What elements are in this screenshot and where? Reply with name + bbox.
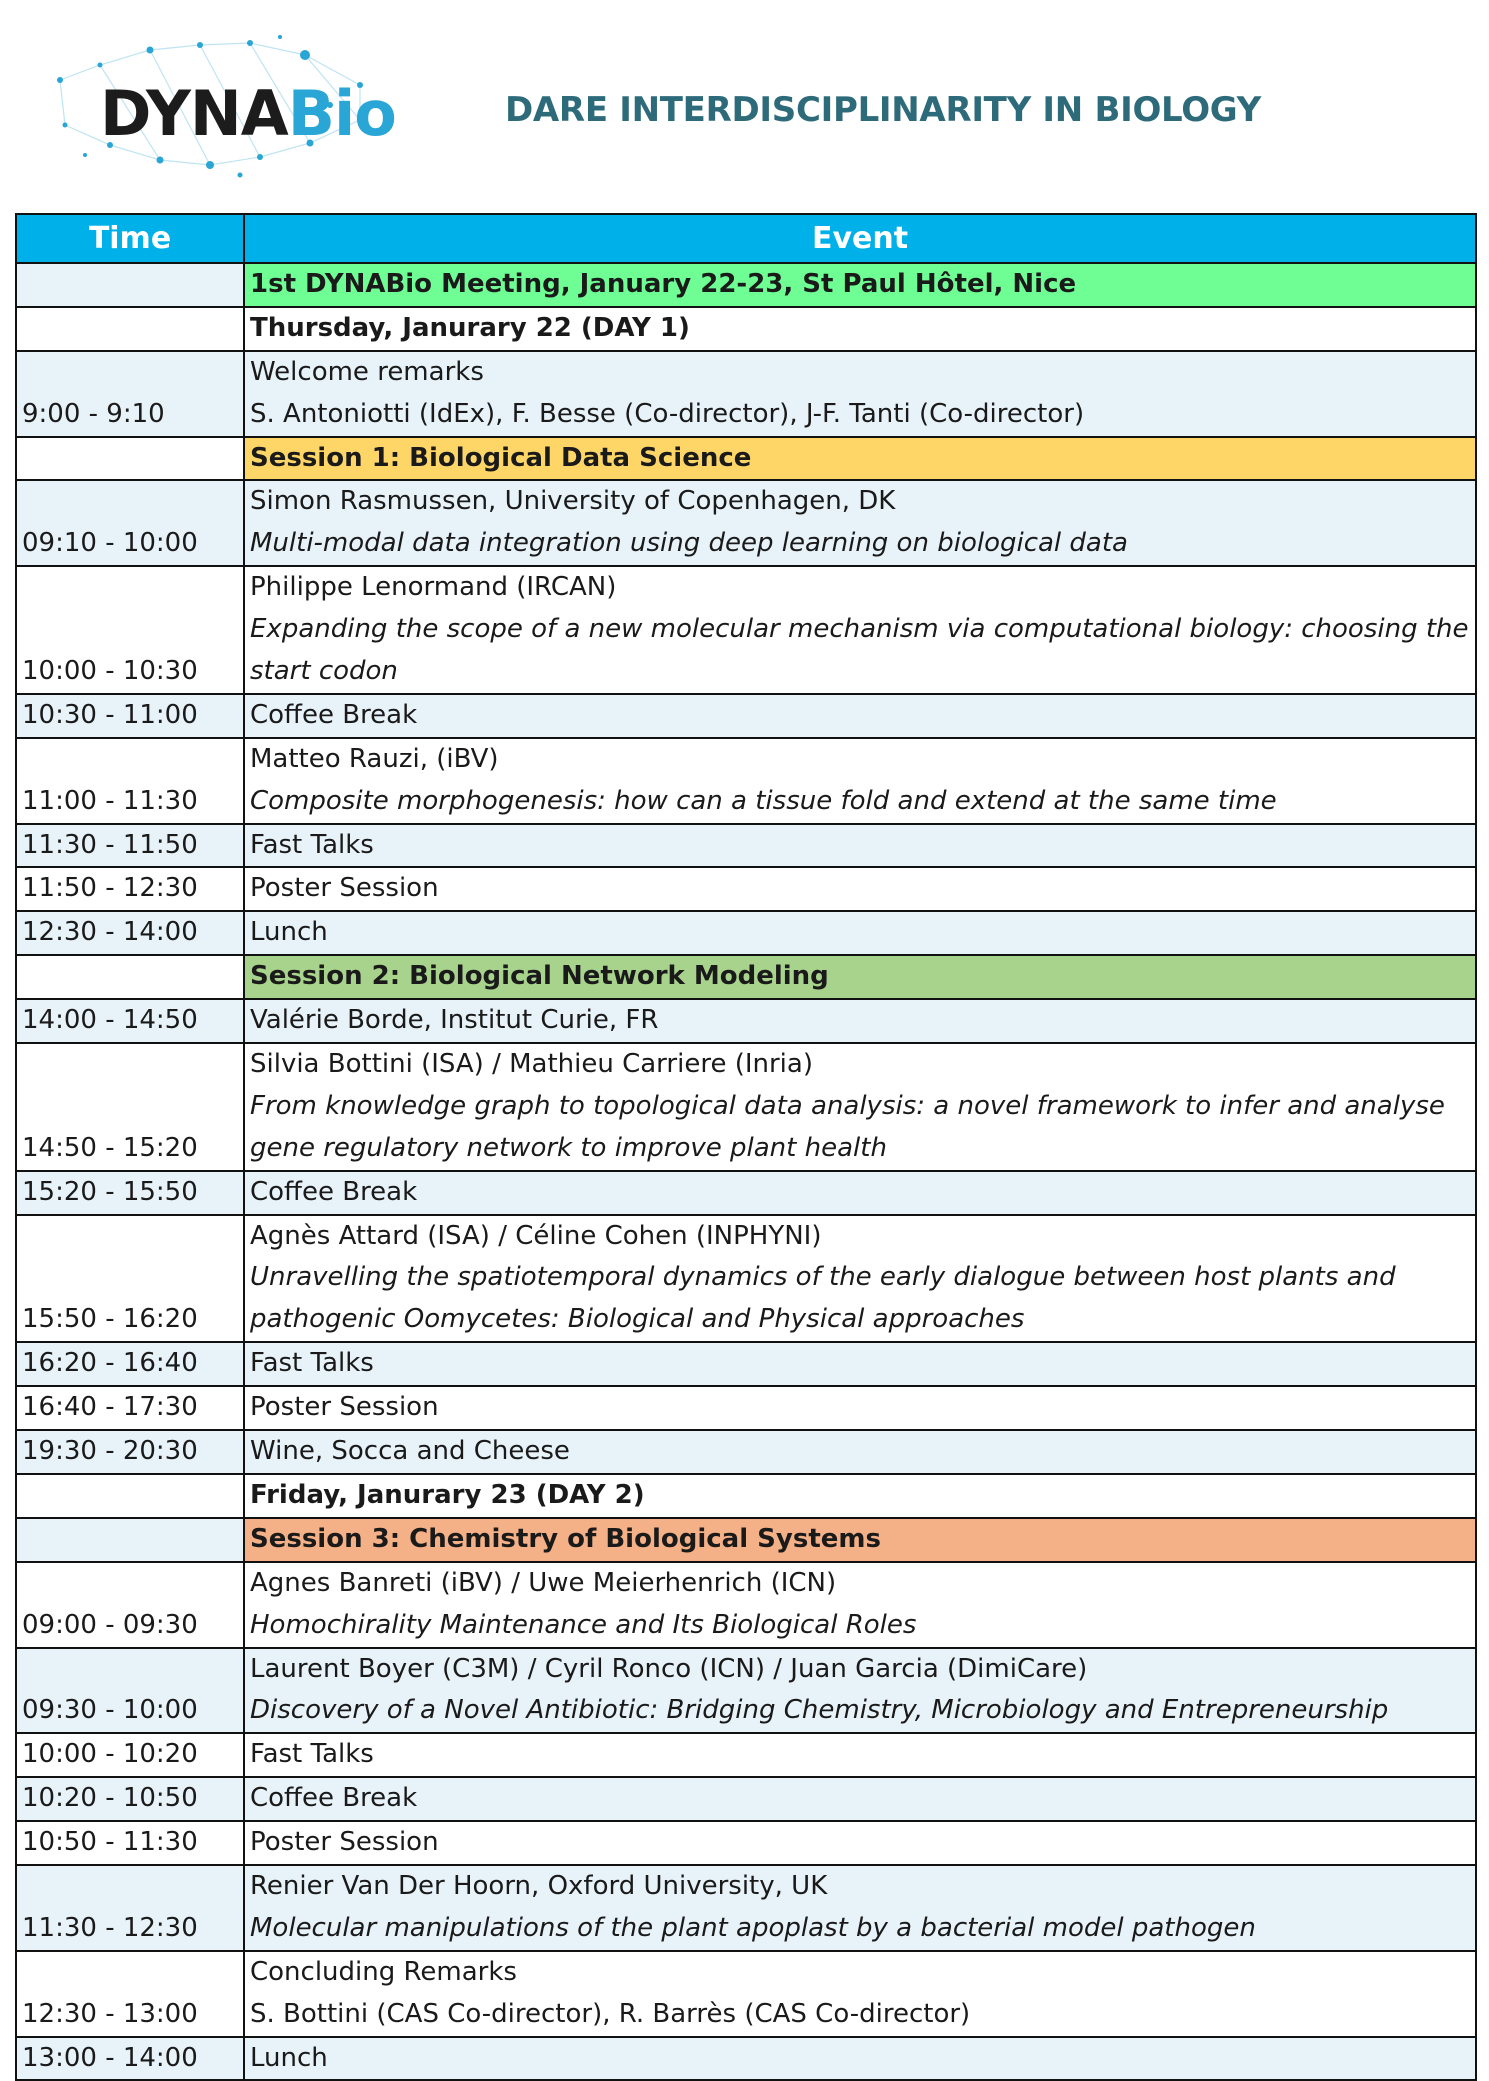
event-cell: Fast Talks [244,824,1476,868]
table-row [16,1171,1476,1215]
time-cell: 10:50 - 11:30 [16,1821,244,1865]
table-header-row [16,214,1476,263]
table-row [16,955,1476,999]
table-row [16,1821,1476,1865]
table-row [16,2037,1476,2081]
time-cell [16,307,244,351]
time-cell [16,437,244,481]
time-cell: 13:00 - 14:00 [16,2037,244,2081]
event-cell: Valérie Borde, Institut Curie, FR [244,999,1476,1043]
day-heading: Thursday, Janurary 22 (DAY 1) [244,307,1476,351]
table-row [16,307,1476,351]
event-cell: Coffee Break [244,1171,1476,1215]
time-cell: 12:30 - 14:00 [16,911,244,955]
time-cell: 09:10 - 10:00 [16,480,244,566]
time-cell: 16:20 - 16:40 [16,1342,244,1386]
time-cell: 10:00 - 10:30 [16,566,244,694]
table-row [16,1562,1476,1648]
table-row [16,1951,1476,2037]
logo-bio: Bio [287,77,396,150]
table-row [16,480,1476,566]
table-row [16,1518,1476,1562]
logo-wordmark [100,77,396,150]
table-row [16,566,1476,694]
table-row [16,1215,1476,1343]
table-row [16,351,1476,437]
event-cell: Lunch [244,911,1476,955]
table-row [16,867,1476,911]
time-cell: 15:20 - 15:50 [16,1171,244,1215]
session-band: Session 2: Biological Network Modeling [244,955,1476,999]
time-cell: 12:30 - 13:00 [16,1951,244,2037]
table-row [16,911,1476,955]
table-row [16,999,1476,1043]
table-row [16,1648,1476,1734]
event-cell: Fast Talks [244,1733,1476,1777]
table-row [16,1342,1476,1386]
table-row [16,1777,1476,1821]
table-row [16,1386,1476,1430]
time-cell: 11:30 - 12:30 [16,1865,244,1951]
time-cell: 9:00 - 9:10 [16,351,244,437]
session-band: Session 3: Chemistry of Biological Systems [244,1518,1476,1562]
event-cell: Poster Session [244,1386,1476,1430]
table-row [16,694,1476,738]
table-row [16,1474,1476,1518]
time-cell: 19:30 - 20:30 [16,1430,244,1474]
time-cell: 14:00 - 14:50 [16,999,244,1043]
table-row [16,1043,1476,1171]
event-cell: Renier Van Der Hoorn, Oxford University, UK Molecular manipulations of the plant apoplast by a bacterial model pathogen [244,1865,1476,1951]
event-cell: Poster Session [244,867,1476,911]
agenda-table [15,213,1477,2081]
table-row [16,824,1476,868]
time-cell: 11:30 - 11:50 [16,824,244,868]
event-cell: Poster Session [244,1821,1476,1865]
time-cell: 10:30 - 11:00 [16,694,244,738]
event-cell: Agnes Banreti (iBV) / Uwe Meierhenrich (ICN) Homochirality Maintenance and Its Biological Roles [244,1562,1476,1648]
event-cell: Philippe Lenormand (IRCAN) Expanding the scope of a new molecular mechanism via computational biology: choosing the start codon [244,566,1476,694]
session-band: Session 1: Biological Data Science [244,437,1476,481]
time-cell: 11:00 - 11:30 [16,738,244,824]
time-cell: 09:00 - 09:30 [16,1562,244,1648]
time-cell [16,263,244,307]
event-cell: Matteo Rauzi, (iBV) Composite morphogenesis: how can a tissue fold and extend at the same time [244,738,1476,824]
event-cell: Wine, Socca and Cheese [244,1430,1476,1474]
time-cell: 09:30 - 10:00 [16,1648,244,1734]
dynabio-logo [40,25,400,185]
table-row [16,1733,1476,1777]
time-cell: 10:20 - 10:50 [16,1777,244,1821]
time-cell: 10:00 - 10:20 [16,1733,244,1777]
table-row [16,1865,1476,1951]
table-row [16,263,1476,307]
event-cell: Silvia Bottini (ISA) / Mathieu Carriere (Inria) From knowledge graph to topological data analysis: a novel framework to infer and analyse gene regulatory network to improve plant health [244,1043,1476,1171]
time-cell [16,1474,244,1518]
page-title: DARE INTERDISCIPLINARITY IN BIOLOGY [505,90,1261,130]
day-heading: Friday, Janurary 23 (DAY 2) [244,1474,1476,1518]
event-cell: Simon Rasmussen, University of Copenhagen, DK Multi-modal data integration using deep learning on biological data [244,480,1476,566]
event-cell: Agnès Attard (ISA) / Céline Cohen (INPHYNI) Unravelling the spatiotemporal dynamics of the early dialogue between host plants and pathogenic Oomycetes: Biological and Physical approaches [244,1215,1476,1343]
logo-dyna: DYNA [100,77,288,150]
event-cell: Welcome remarks S. Antoniotti (IdEx), F. Besse (Co-director), J-F. Tanti (Co-director) [244,351,1476,437]
event-cell: Concluding Remarks S. Bottini (CAS Co-director), R. Barrès (CAS Co-director) [244,1951,1476,2037]
event-cell: Lunch [244,2037,1476,2081]
time-cell [16,1518,244,1562]
table-row [16,437,1476,481]
event-cell: Coffee Break [244,694,1476,738]
event-cell: Laurent Boyer (C3M) / Cyril Ronco (ICN) / Juan Garcia (DimiCare) Discovery of a Novel Antibiotic: Bridging Chemistry, Microbiology and Entrepreneurship [244,1648,1476,1734]
time-cell: 16:40 - 17:30 [16,1386,244,1430]
time-cell: 11:50 - 12:30 [16,867,244,911]
time-cell [16,955,244,999]
time-cell: 14:50 - 15:20 [16,1043,244,1171]
table-row [16,1430,1476,1474]
time-cell: 15:50 - 16:20 [16,1215,244,1343]
event-cell: Fast Talks [244,1342,1476,1386]
table-row [16,738,1476,824]
event-cell: Coffee Break [244,1777,1476,1821]
meeting-title-band: 1st DYNABio Meeting, January 22-23, St Paul Hôtel, Nice [244,263,1476,307]
header-event: Event [244,214,1476,263]
header-time: Time [16,214,244,263]
